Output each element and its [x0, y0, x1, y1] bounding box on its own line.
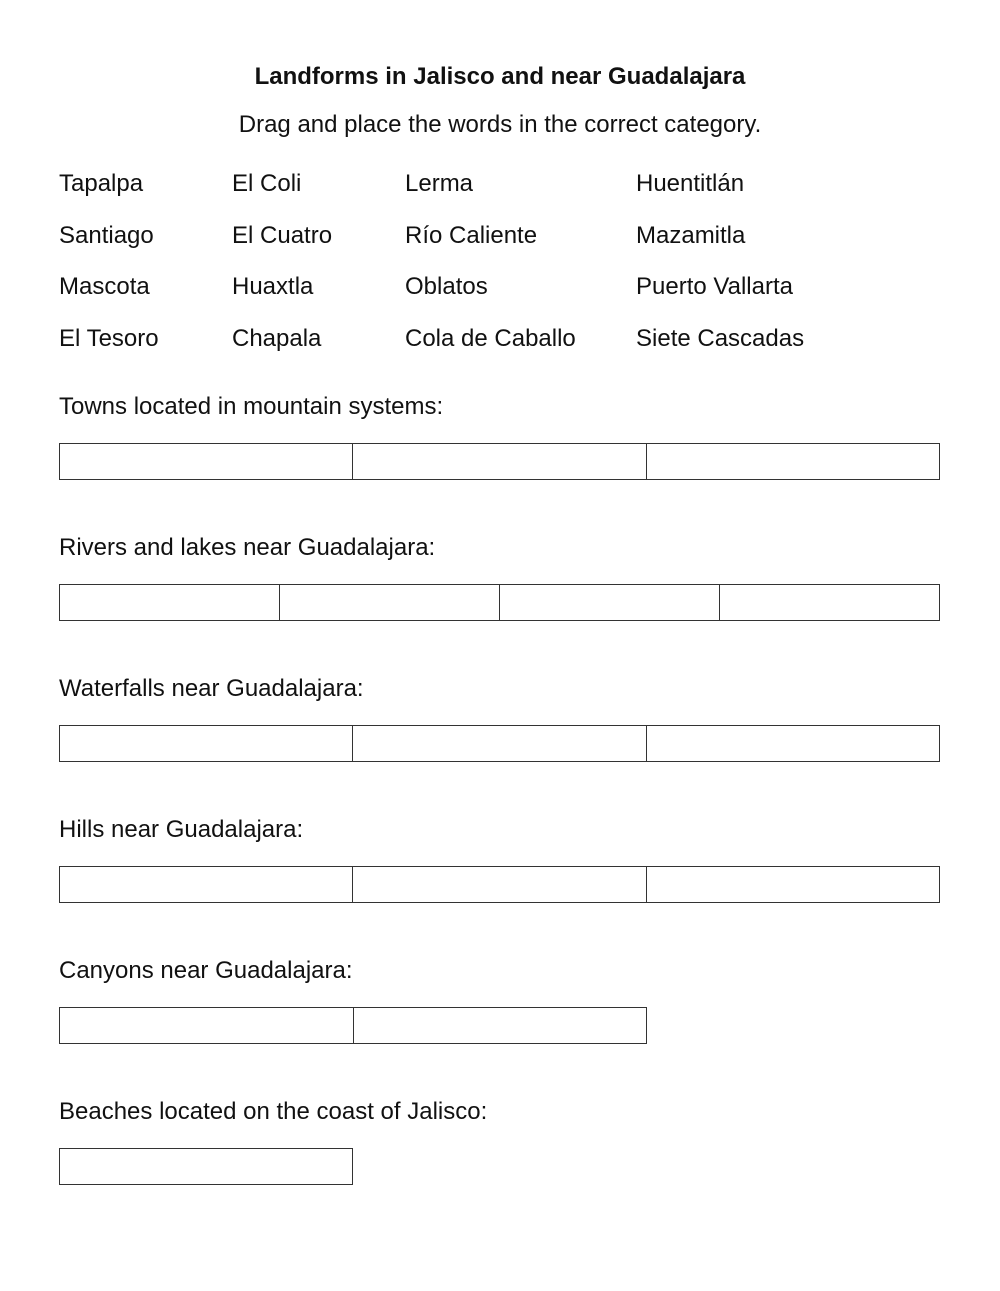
- category-label: Towns located in mountain systems:: [59, 393, 444, 420]
- drop-zone-row: [59, 443, 940, 480]
- word-tile[interactable]: Siete Cascadas: [636, 325, 805, 353]
- word-tile[interactable]: El Cuatro: [232, 221, 333, 249]
- page-title: Landforms in Jalisco and near Guadalajara: [254, 63, 746, 90]
- drop-slot[interactable]: [720, 585, 939, 620]
- category-towns: [59, 391, 940, 423]
- drop-slot[interactable]: [280, 585, 500, 620]
- word-tile[interactable]: Mascota: [59, 273, 150, 301]
- category-label: Beaches located on the coast of Jalisco:: [59, 1098, 488, 1125]
- drop-slot[interactable]: [647, 867, 939, 902]
- drop-zone-row: [59, 725, 940, 762]
- word-tile[interactable]: El Tesoro: [59, 325, 159, 353]
- word-tile[interactable]: Cola de Caballo: [405, 325, 576, 353]
- category-beaches: [59, 1096, 940, 1128]
- drop-slot[interactable]: [60, 1008, 354, 1043]
- drop-slot[interactable]: [353, 867, 646, 902]
- word-tile[interactable]: Santiago: [59, 221, 154, 249]
- word-tile[interactable]: Oblatos: [405, 273, 488, 301]
- category-label: Hills near Guadalajara:: [59, 816, 304, 843]
- word-tile[interactable]: Lerma: [405, 170, 474, 197]
- drop-slot[interactable]: [60, 1149, 352, 1184]
- word-tile[interactable]: El Coli: [232, 170, 302, 197]
- drop-slot[interactable]: [647, 726, 939, 761]
- drop-slot[interactable]: [354, 1008, 647, 1043]
- category-rivers-lakes: [59, 532, 940, 564]
- drop-zone-row: [59, 866, 940, 903]
- category-label: Waterfalls near Guadalajara:: [59, 675, 364, 702]
- drop-slot[interactable]: [60, 585, 280, 620]
- drop-slot[interactable]: [647, 444, 939, 479]
- drop-slot[interactable]: [60, 726, 353, 761]
- word-tile[interactable]: Chapala: [232, 325, 322, 353]
- drop-slot[interactable]: [500, 585, 720, 620]
- drop-slot[interactable]: [60, 867, 353, 902]
- word-tile[interactable]: Huaxtla: [232, 273, 314, 301]
- word-tile[interactable]: Puerto Vallarta: [636, 273, 793, 301]
- drop-slot[interactable]: [353, 444, 646, 479]
- instructions: Drag and place the words in the correct category.: [238, 111, 762, 138]
- word-tile[interactable]: Mazamitla: [636, 221, 746, 249]
- word-bank: [59, 168, 959, 375]
- drop-zone-row: [59, 584, 940, 621]
- category-label: Canyons near Guadalajara:: [59, 957, 353, 984]
- drop-slot[interactable]: [60, 444, 353, 479]
- word-tile[interactable]: Río Caliente: [405, 221, 538, 249]
- category-canyons: [59, 955, 940, 987]
- word-tile[interactable]: Huentitlán: [636, 170, 745, 197]
- category-hills: [59, 814, 940, 846]
- category-waterfalls: [59, 673, 940, 705]
- drop-zone-row: [59, 1007, 647, 1044]
- word-tile[interactable]: Tapalpa: [59, 170, 144, 197]
- drop-slot[interactable]: [353, 726, 646, 761]
- drop-zone-row: [59, 1148, 353, 1185]
- category-label: Rivers and lakes near Guadalajara:: [59, 534, 436, 561]
